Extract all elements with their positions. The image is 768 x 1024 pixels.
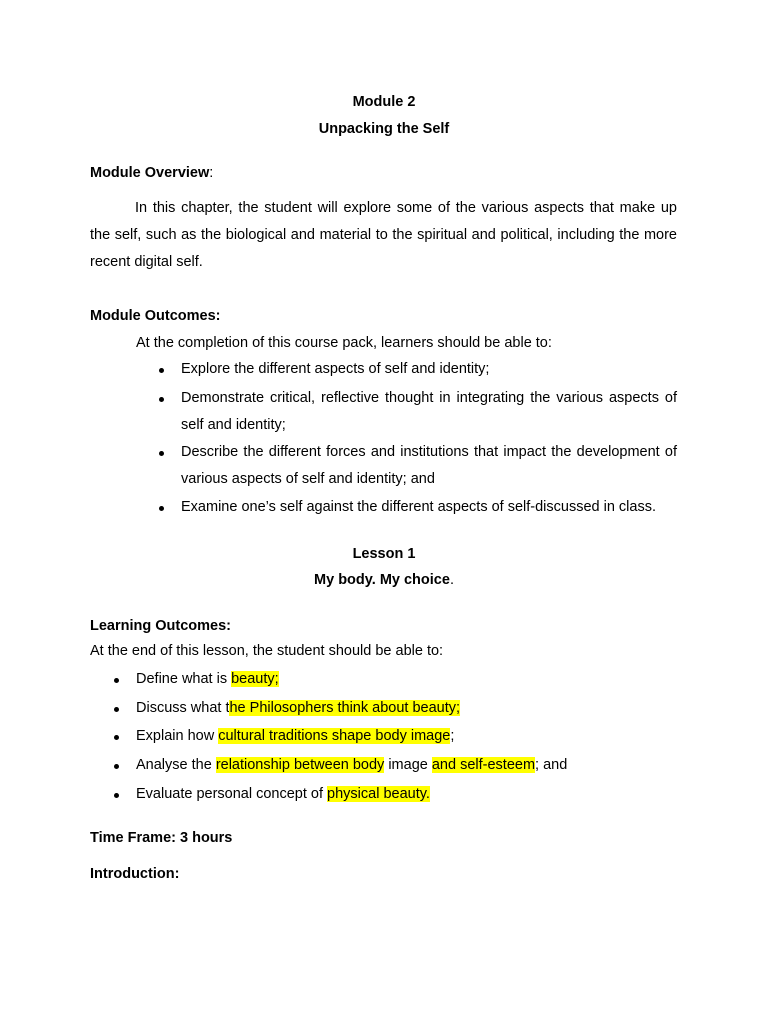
highlighted-text: he Philosophers think about beauty; [229,700,461,716]
highlighted-text: and self-esteem [431,757,536,773]
overview-heading-line [90,165,213,181]
outcome-item: Demonstrate critical, reflective thought in integrating the various aspects of self and identity; [181,390,677,433]
highlighted-text: beauty; [231,671,279,687]
lesson-title-period: . [449,572,454,588]
learning-item-text: Analyse the [136,757,216,773]
overview-colon: : [209,165,214,181]
learning-item [136,723,696,750]
bullet-icon [114,793,119,798]
learning-item-text: Discuss what t [136,700,230,716]
lesson-title: My body. My choice [314,572,450,588]
learning-item [136,752,696,779]
overview-heading: Module Overview [90,165,210,181]
outcome-item: Explore the different aspects of self and identity; [181,361,490,377]
outcome-item: Examine one’s self against the different aspects of self-discussed in class. [181,499,656,515]
outcome-item: Describe the different forces and institutions that impact the development of various aspects of self and identity; and [181,444,677,487]
highlighted-text: cultural traditions shape body image [218,728,451,744]
learning-item-text: ; [450,728,455,744]
bullet-icon [159,368,164,373]
learning-item [136,781,696,808]
module-number: Module 2 [352,94,416,110]
learning-item-text: ; and [535,757,568,773]
learning-item [136,666,696,693]
lesson-title-line [0,572,768,588]
learning-item-text: Define what is [136,671,232,687]
learning-item-text: Explain how [136,728,219,744]
introduction-heading: Introduction: [90,866,180,882]
learning-item-text: image [384,757,432,773]
learning-item-text: Evaluate personal concept of [136,786,328,802]
bullet-icon [114,764,119,769]
bullet-icon [159,451,164,456]
learning-intro: At the end of this lesson, the student should be able to: [90,643,444,659]
bullet-icon [114,735,119,740]
bullet-icon [114,707,119,712]
outcomes-intro: At the completion of this course pack, learners should be able to: [136,335,552,351]
time-frame: Time Frame: 3 hours [90,830,233,846]
bullet-icon [159,397,164,402]
bullet-icon [114,678,119,683]
bullet-icon [159,506,164,511]
highlighted-text: relationship between body [215,757,385,773]
learning-item [136,695,696,722]
lesson-number: Lesson 1 [352,546,416,562]
module-title: Unpacking the Self [318,121,450,137]
outcomes-heading: Module Outcomes: [90,308,221,324]
learning-heading: Learning Outcomes: [90,618,231,634]
overview-paragraph: In this chapter, the student will explore some of the various aspects that make up the self, such as the biological and material to the spiritual and political, including the more recent digital self. [90,200,677,270]
highlighted-text: physical beauty. [327,786,430,802]
